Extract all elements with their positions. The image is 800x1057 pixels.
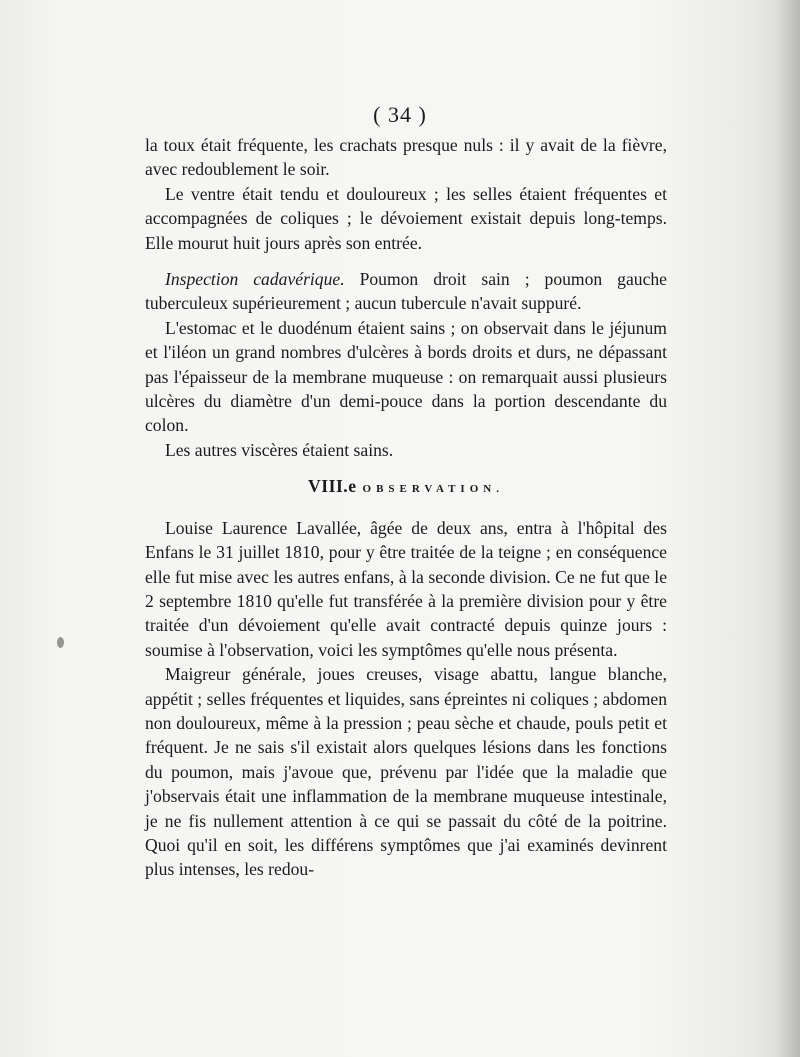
italic-lead: Inspection cadavérique. bbox=[165, 269, 345, 290]
paragraph-inspection bbox=[145, 267, 667, 316]
paragraph: Maigreur générale, joues creuses, visage abattu, langue blanche, appétit ; selles fréquentes et liquides, sans épreintes ni coliques ; abdomen non douloureux, même à la pression ; peau sèche et chaude, pouls petit et fréquent. Je ne sais s'il existait alors quelques lésions dans les fonctions du poumon, mais j'avoue que, prévenu par l'idée que la maladie que j'observais était une inflammation de la membrane muqueuse intestinale, je ne fis nullement attention à ce qui se passait du côté de la poitrine. Quoi qu'il en soit, les différens symptômes que j'ai examinés devinrent plus intenses, les redou- bbox=[145, 664, 667, 880]
ink-speck bbox=[57, 637, 64, 648]
page-edge-shadow bbox=[774, 0, 800, 1057]
body-text bbox=[145, 133, 667, 882]
paragraph: Le ventre était tendu et douloureux ; les selles étaient fréquentes et accompagnées de coliques ; le dévoiement existait depuis long-temps. Elle mourut huit jours après son entrée. bbox=[145, 183, 667, 253]
paragraph: Les autres viscères étaient sains. bbox=[165, 439, 394, 460]
paragraph-rest: Poumon droit sain ; poumon gauche tuberculeux supérieurement ; aucun tubercule n'avait suppuré. bbox=[145, 269, 667, 314]
heading-roman: VIII.e bbox=[308, 476, 357, 497]
page-number: ( 34 ) bbox=[373, 102, 427, 127]
heading-label: OBSERVATION. bbox=[362, 483, 504, 496]
paragraph: la toux était fréquente, les crachats presque nuls : il y avait de la fièvre, avec redoublement le soir. bbox=[145, 135, 667, 180]
paragraph: Louise Laurence Lavallée, âgée de deux ans, entra à l'hôpital des Enfans le 31 juillet 1810, pour y être traitée de la teigne ; en conséquence elle fut mise avec les autres enfans, à la seconde division. Ce ne fut que le 2 septembre 1810 qu'elle fut transférée à la première division pour y être traitée d'un dévoiement qu'elle avait contracté depuis quinze jours : soumise à l'observation, voici les symptômes qu'elle nous présenta. bbox=[145, 517, 667, 660]
paragraph: L'estomac et le duodénum étaient sains ; on observait dans le jéjunum et l'iléon un grand nombres d'ulcères à bords droits et durs, ne dépassant pas l'épaisseur de la membrane muqueuse : on remarquait aussi plusieurs ulcères du diamètre d'un demi-pouce dans la portion descendante du colon. bbox=[145, 317, 667, 436]
section-heading bbox=[145, 474, 667, 501]
